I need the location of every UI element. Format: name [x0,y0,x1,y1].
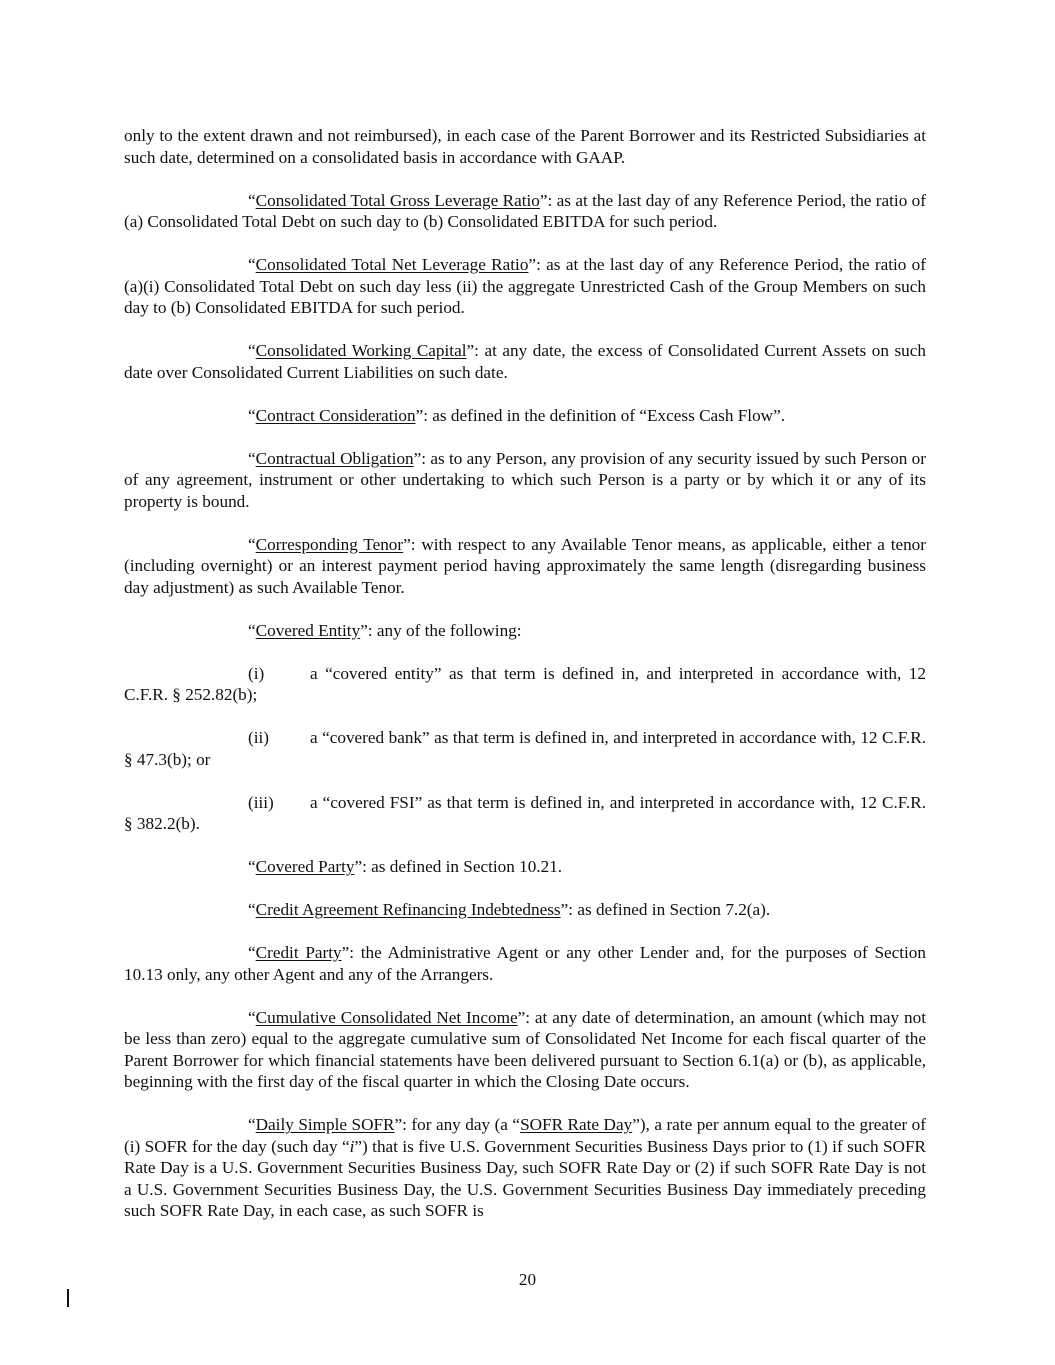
definition-contract-consideration: “Contract Consideration”: as defined in the definition of “Excess Cash Flow”. [248,405,786,425]
list-item: (ii) a “covered bank” as that term is defined in, and interpreted in accordance with, 12 C.F.R. § 47.3(b); or [124,728,926,769]
defined-term: Daily Simple SOFR [255,1115,395,1134]
continued-paragraph: only to the extent drawn and not reimbursed), in each case of the Parent Borrower and its Restricted Subsidiaries at such date, determined on a consolidated basis in accordance with GAAP. [124,126,926,167]
definition-credit-party: “Credit Party”: the Administrative Agent or any other Lender and, for the purposes of Section 10.13 only, any other Agent and any of the Arrangers. [124,943,926,984]
defined-term: Covered Entity [255,620,361,640]
defined-term: Cumulative Consolidated Net Income [255,1007,518,1027]
definition-cumulative-consolidated-net-income: “Cumulative Consolidated Net Income”: at any date of determination, an amount (which may not be less than zero) equal to the aggregate cumulative sum of Consolidated Net Income for each fiscal quarter of the Parent Borrower for which financial statements have been delivered pursuant to Section 6.1(a) or (b), as applicable, beginning with the first day of the fiscal quarter in which the Closing Date occurs. [124,1007,927,1091]
definition-daily-simple-sofr: “Daily Simple SOFR”: for any day (a “SOFR Rate Day”), a rate per annum equal to the greater of (i) SOFR for the day (such day “i”) that is five U.S. Government Securities Business Days prior to (1) if such SOFR Rate Day is a U.S. Government Securities Business Day, such SOFR Rate Day or (2) if such SOFR Rate Day is not a U.S. Government Securities Business Day, the U.S. Government Securities Business Day immediately preceding such SOFR Rate Day, in each case, as such SOFR is [124,1115,926,1220]
defined-term: Credit Party [255,943,342,962]
revision-bar [67,1289,69,1307]
defined-term: Contract Consideration [255,405,416,425]
definition-covered-party: “Covered Party”: as defined in Section 10.21. [248,857,563,876]
defined-term: Covered Party [255,857,355,876]
definition-corresponding-tenor: “Corresponding Tenor”: with respect to any Available Tenor means, as applicable, either a tenor (including overnight) or an interest payment period having approximately the same length (disregarding business day adjustment) as such Available Tenor. [124,534,927,597]
defined-term: Consolidated Total Gross Leverage Ratio [255,190,540,210]
document-body [124,125,926,1222]
defined-term: Corresponding Tenor [255,534,404,554]
definition-consolidated-total-gross-leverage-ratio: “Consolidated Total Gross Leverage Ratio”: as at the last day of any Reference Period, the ratio of (a) Consolidated Total Debt on such day to (b) Consolidated EBITDA for such period. [124,190,926,231]
definition-covered-entity: “Covered Entity”: any of the following: [248,620,522,640]
defined-term: Credit Agreement Refinancing Indebtedness [255,900,561,919]
page-number: 20 [518,1270,537,1289]
defined-term: Consolidated Working Capital [255,341,467,360]
defined-term: Consolidated Total Net Leverage Ratio [255,255,529,274]
defined-term: SOFR Rate Day [520,1115,633,1134]
definition-consolidated-total-net-leverage-ratio: “Consolidated Total Net Leverage Ratio”: as at the last day of any Reference Period, the ratio of (a)(i) Consolidated Total Debt on such day less (ii) the aggregate Unrestricted Cash of the Group Members on such day to (b) Consolidated EBITDA for such period. [124,255,926,317]
defined-term: Contractual Obligation [255,448,414,468]
list-item: (i) a “covered entity” as that term is defined in, and interpreted in accordance with, 12 C.F.R. § 252.82(b); [124,663,926,704]
definition-consolidated-working-capital: “Consolidated Working Capital”: at any date, the excess of Consolidated Current Assets on such date over Consolidated Current Liabilities on such date. [124,341,926,382]
list-item: (iii) a “covered FSI” as that term is defined in, and interpreted in accordance with, 12 C.F.R. § 382.2(b). [124,792,926,833]
definition-contractual-obligation: “Contractual Obligation”: as to any Person, any provision of any security issued by such Person or of any agreement, instrument or other undertaking to which such Person is a party or by which it or any of its property is bound. [124,448,927,511]
definition-credit-agreement-refinancing-indebtedness: “Credit Agreement Refinancing Indebtedness”: as defined in Section 7.2(a). [248,900,771,919]
